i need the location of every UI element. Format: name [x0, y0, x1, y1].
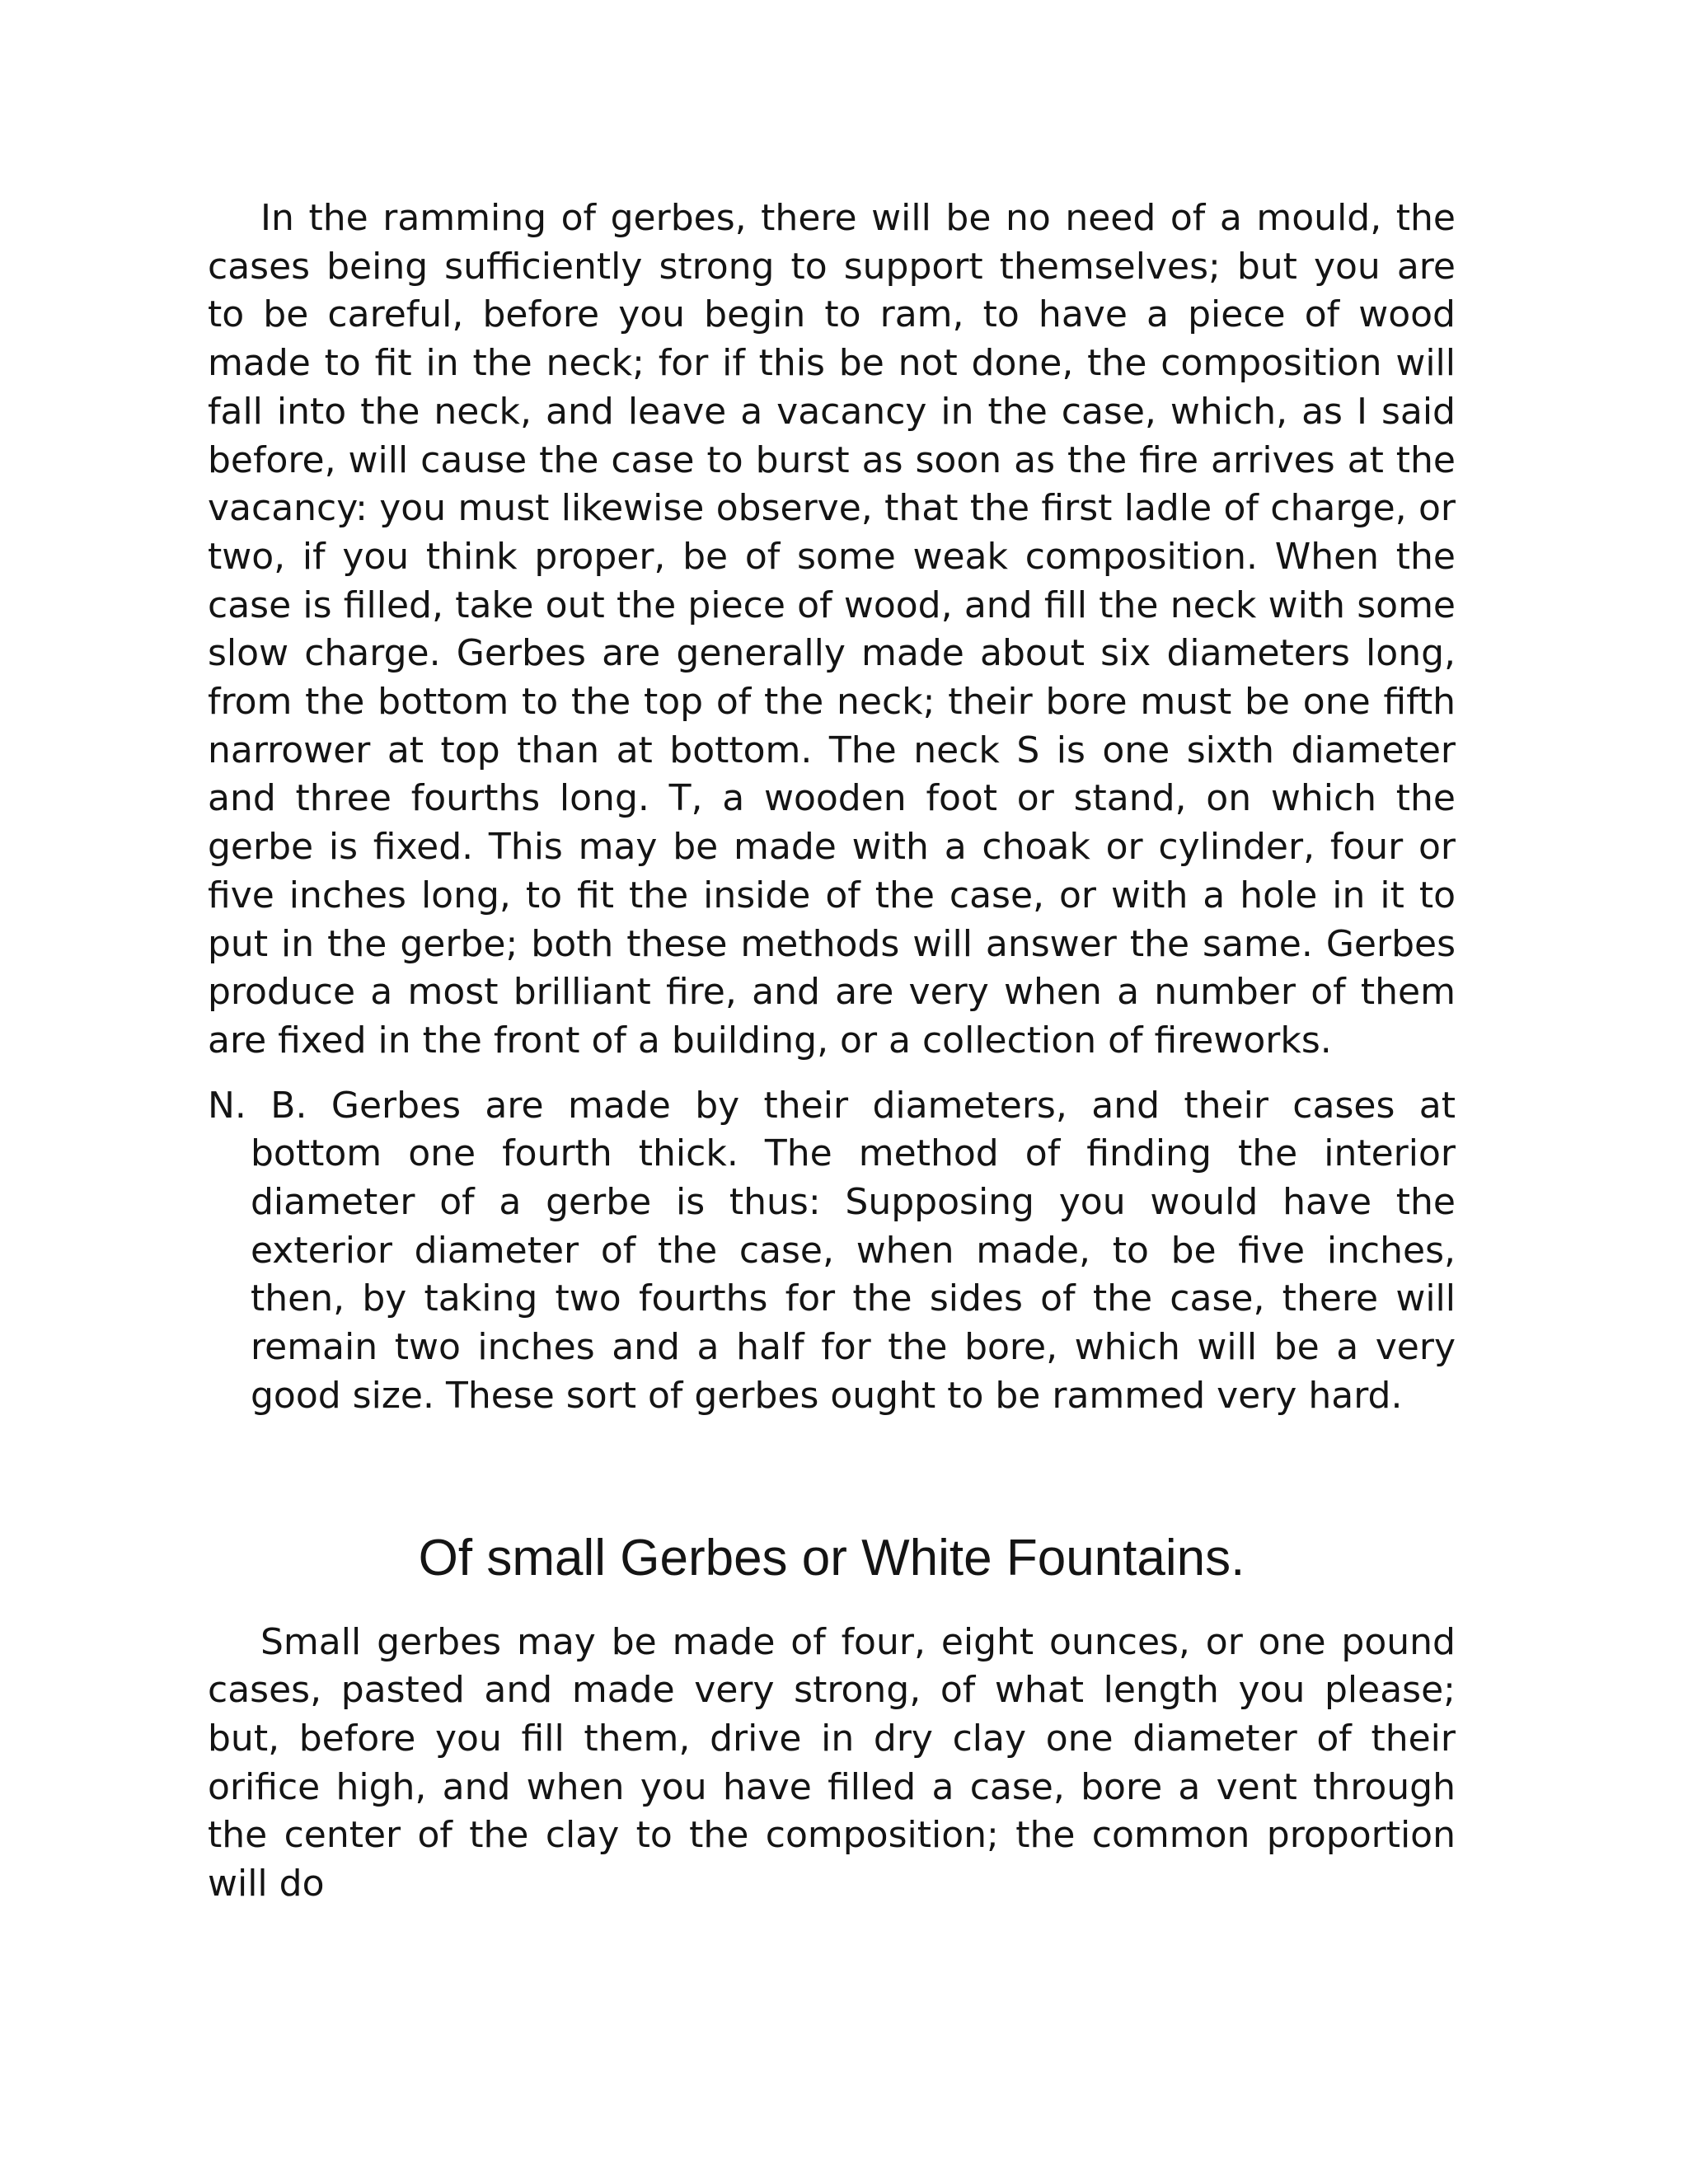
document-page: [208, 194, 1456, 1909]
nota-bene-note: N. B. Gerbes are made by their diameters, and their cases at bottom one fourth thick. The method of finding the interior diameter of a gerbe is thus: Supposing you would have the exterior diameter of the case, when made, to be five inches, then, by taking two fourths for the sides of the case, there will remain two inches and a half for the bore, which will be a very good size. These sort of gerbes ought to be rammed very hard.: [208, 1084, 1456, 1417]
paragraph-ramming-gerbes: In the ramming of gerbes, there will be no need of a mould, the cases being sufficiently strong to support themselves; but you are to be careful, before you begin to ram, to have a piece of wood made to fit in the neck; for if this be not done, the composition will fall into the neck, and leave a vacancy in the case, which, as I said before, will cause the case to burst as soon as the fire arrives at the vacancy: you must likewise observe, that the first ladle of charge, or two, if you think proper, be of some weak composition. When the case is filled, take out the piece of wood, and fill the neck with some slow charge. Gerbes are generally made about six diameters long, from the bottom to the top of the neck; their bore must be one fifth narrower at top than at bottom. The neck S is one sixth diameter and three fourths long. T, a wooden foot or stand, on which the gerbe is fixed. This may be made with a choak or cylinder, four or five inches long, to fit the inside of the case, or with a hole in it to put in the gerbe; both these methods will answer the same. Gerbes produce a most brilliant fire, and are very when a number of them are fixed in the front of a building, or a collection of fireworks.: [208, 197, 1456, 1062]
paragraph-small-gerbes: Small gerbes may be made of four, eight ounces, or one pound cases, pasted and made very strong, of what length you please; but, before you fill them, drive in dry clay one diameter of their orifice high, and when you have filled a case, bore a vent through the center of the clay to the composition; the common proportion will do: [208, 1620, 1456, 1905]
section-heading: Of small Gerbes or White Fountains.: [418, 1529, 1245, 1586]
